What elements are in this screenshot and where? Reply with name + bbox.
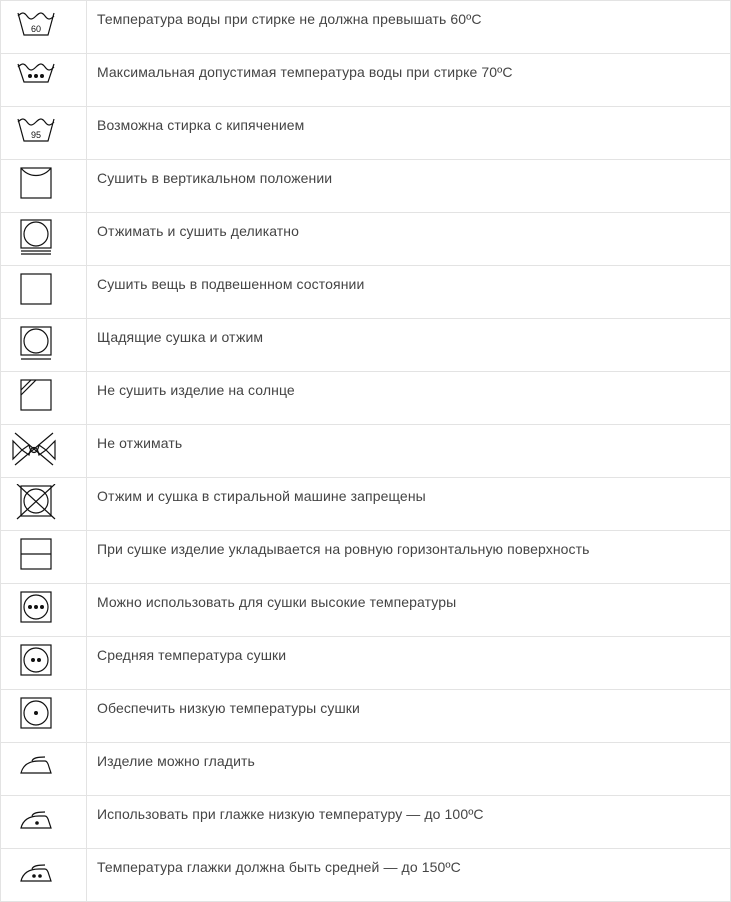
table-row bbox=[1, 584, 731, 637]
table-row bbox=[1, 796, 731, 849]
tumble-dry-high-icon bbox=[15, 590, 57, 626]
table-row bbox=[1, 531, 731, 584]
row-description: Не отжимать bbox=[97, 435, 183, 451]
dry-in-shade-icon bbox=[15, 378, 57, 414]
wash-95-icon bbox=[15, 113, 57, 149]
row-description: Отжим и сушка в стиральной машине запрещены bbox=[97, 488, 426, 504]
tumble-dry-mild-icon bbox=[15, 325, 57, 361]
row-description: Температура глажки должна быть средней — до 150ºС bbox=[97, 859, 461, 875]
row-description: Максимальная допустимая температура воды при стирке 70ºС bbox=[97, 64, 513, 80]
row-description: Изделие можно гладить bbox=[97, 753, 255, 769]
dry-flat-icon bbox=[15, 537, 57, 573]
table-row bbox=[1, 54, 731, 107]
row-description: Возможна стирка с кипячением bbox=[97, 117, 305, 133]
table-row bbox=[1, 107, 731, 160]
iron-low-icon bbox=[15, 802, 57, 838]
basin-label: 95 bbox=[30, 130, 42, 140]
table-row bbox=[1, 1, 731, 54]
line-dry-envelope-icon bbox=[15, 166, 57, 202]
iron-medium-icon bbox=[15, 855, 57, 891]
row-description: Сушить вещь в подвешенном состоянии bbox=[97, 276, 365, 292]
table-row bbox=[1, 637, 731, 690]
table-row bbox=[1, 266, 731, 319]
tumble-dry-gentle-icon bbox=[15, 219, 57, 255]
row-description: Отжимать и сушить деликатно bbox=[97, 223, 300, 239]
table-row bbox=[1, 849, 731, 902]
table-row bbox=[1, 425, 731, 478]
wash-three-dots-icon bbox=[15, 58, 57, 94]
row-description: Температура воды при стирке не должна превышать 60ºС bbox=[97, 11, 482, 27]
do-not-tumble-dry-icon bbox=[15, 484, 57, 520]
row-description: Обеспечить низкую температуры сушки bbox=[97, 700, 360, 716]
row-description: Средняя температура сушки bbox=[97, 647, 287, 663]
do-not-wring-icon bbox=[11, 431, 57, 467]
row-description: Использовать при глажке низкую температуру — до 100ºС bbox=[97, 806, 484, 822]
iron-icon bbox=[15, 749, 57, 785]
row-description: Можно использовать для сушки высокие температуры bbox=[97, 594, 457, 610]
table-row bbox=[1, 690, 731, 743]
table-row bbox=[1, 319, 731, 372]
table-row bbox=[1, 213, 731, 266]
row-description: Щадящие сушка и отжим bbox=[97, 329, 264, 345]
empty-square-icon bbox=[15, 272, 57, 308]
row-description: При сушке изделие укладывается на ровную горизонтальную поверхность bbox=[97, 541, 590, 557]
table-row bbox=[1, 372, 731, 425]
basin-label: 60 bbox=[30, 24, 42, 34]
row-description: Не сушить изделие на солнце bbox=[97, 382, 295, 398]
wash-60-icon bbox=[15, 7, 57, 43]
row-description: Сушить в вертикальном положении bbox=[97, 170, 333, 186]
tumble-dry-low-icon bbox=[15, 696, 57, 732]
table-row bbox=[1, 478, 731, 531]
table-row bbox=[1, 743, 731, 796]
tumble-dry-medium-icon bbox=[15, 643, 57, 679]
table-row bbox=[1, 160, 731, 213]
